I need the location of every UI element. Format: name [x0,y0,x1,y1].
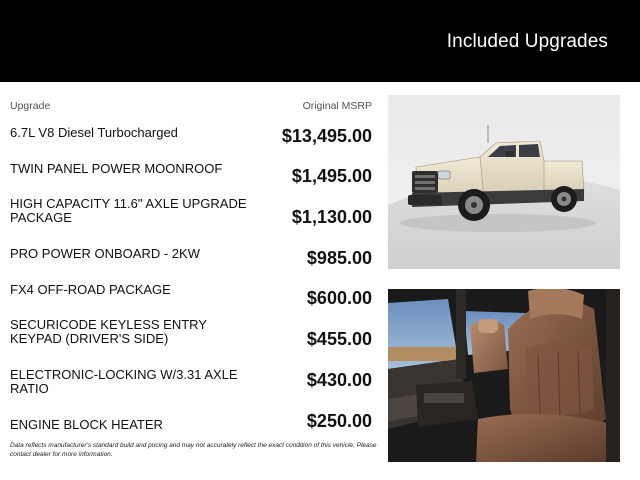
upgrade-name: ENGINE BLOCK HEATER [10,417,163,432]
upgrade-name: HIGH CAPACITY 11.6" AXLE UPGRADE PACKAGE [10,196,247,225]
upgrade-name: TWIN PANEL POWER MOONROOF [10,161,223,176]
upgrade-name: FX4 OFF-ROAD PACKAGE [10,282,171,297]
header-bar [0,0,640,82]
upgrade-name: ELECTRONIC-LOCKING W/3.31 AXLE RATIO [10,367,238,396]
upgrade-name: PRO POWER ONBOARD - 2KW [10,246,200,261]
upgrade-price: $455.00 [306,329,372,349]
disclaimer-text: Data reflects manufacturer's standard build and pricing and may not accurately reflect the exact condition of this vehicle. Please contact dealer for more information. [10,442,377,458]
page-title: Included Upgrades [446,31,608,52]
upgrade-price: $1,130.00 [291,207,372,227]
upgrade-price: $250.00 [306,411,372,431]
truck-interior-photo [388,289,620,462]
upgrade-column-header: Upgrade [10,100,51,112]
upgrade-price: $1,495.00 [291,166,372,186]
truck-exterior-photo [388,95,620,269]
upgrade-price: $13,495.00 [281,126,372,146]
msrp-column-header: Original MSRP [302,100,372,112]
upgrade-price: $430.00 [306,370,372,390]
upgrade-name: SECURICODE KEYLESS ENTRY KEYPAD (DRIVER'S SIDE) [10,317,207,346]
upgrade-price: $600.00 [306,288,372,308]
upgrade-name: 6.7L V8 Diesel Turbocharged [10,125,178,140]
upgrade-price: $985.00 [306,248,372,268]
